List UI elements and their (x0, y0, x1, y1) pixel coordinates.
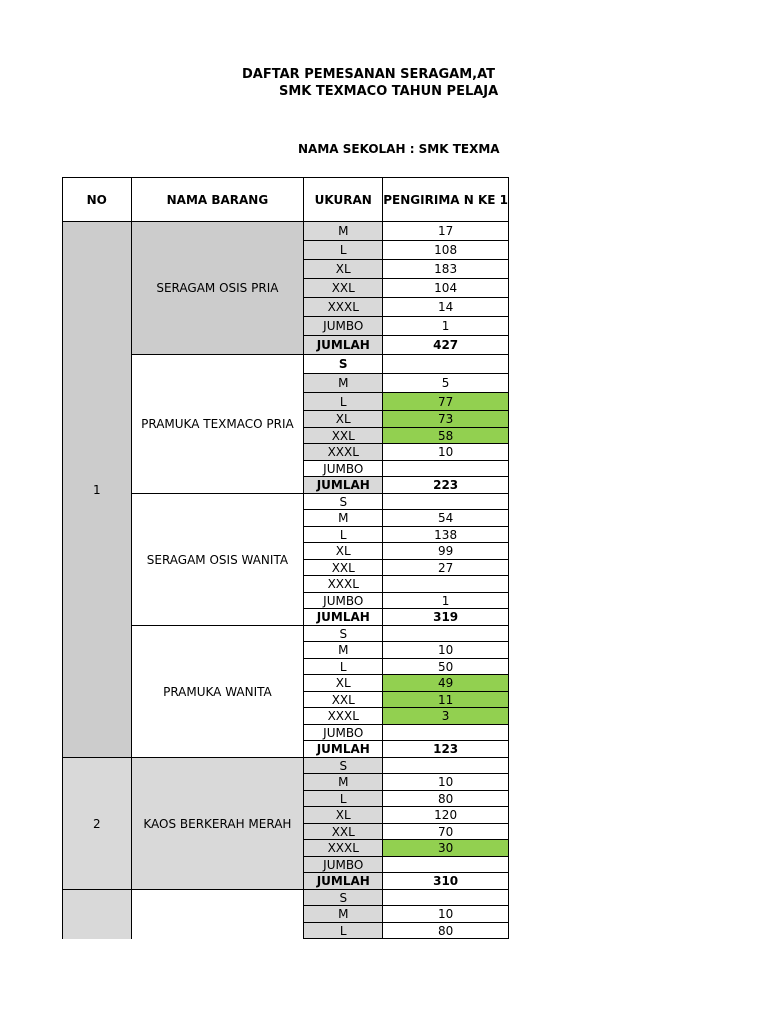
quantity-cell: 11 (383, 692, 509, 708)
size-cell: XXL (304, 692, 383, 708)
size-cell: XL (304, 675, 383, 692)
size-cell: L (304, 923, 383, 939)
item-name-cell (131, 890, 304, 939)
school-name-line: NAMA SEKOLAH : SMK TEXMA (298, 142, 500, 156)
size-cell: XXXL (304, 298, 383, 317)
total-value-cell: 427 (383, 336, 509, 355)
document-title: DAFTAR PEMESANAN SERAGAM,AT (242, 67, 496, 82)
group-number-cell: 2 (63, 758, 132, 890)
quantity-cell: 27 (383, 560, 509, 576)
quantity-cell: 1 (383, 593, 509, 609)
quantity-cell (383, 355, 509, 374)
size-cell: XXXL (304, 444, 383, 461)
size-cell: JUMBO (304, 317, 383, 336)
size-cell: JUMBO (304, 593, 383, 609)
group-number-cell (63, 890, 132, 939)
header-no: NO (63, 178, 132, 222)
size-cell: XXXL (304, 708, 383, 725)
size-cell: XL (304, 807, 383, 824)
size-cell: XXL (304, 560, 383, 576)
quantity-cell: 30 (383, 840, 509, 857)
quantity-cell: 70 (383, 824, 509, 840)
quantity-cell: 138 (383, 527, 509, 543)
header-ukuran: UKURAN (304, 178, 383, 222)
quantity-cell: 80 (383, 791, 509, 807)
size-cell: XL (304, 543, 383, 560)
size-cell: XL (304, 260, 383, 279)
size-cell: M (304, 906, 383, 923)
size-cell: L (304, 527, 383, 543)
total-value-cell: 123 (383, 741, 509, 758)
size-cell: S (304, 355, 383, 374)
size-cell: S (304, 626, 383, 642)
item-name-cell: SERAGAM OSIS PRIA (131, 222, 304, 355)
quantity-cell: 10 (383, 906, 509, 923)
size-cell: JUMBO (304, 857, 383, 873)
quantity-cell (383, 461, 509, 477)
size-cell: L (304, 659, 383, 675)
total-label-cell: JUMLAH (304, 609, 383, 626)
quantity-cell: 17 (383, 222, 509, 241)
size-cell: XXXL (304, 576, 383, 593)
size-cell: L (304, 393, 383, 411)
size-cell: XXL (304, 824, 383, 840)
quantity-cell: 99 (383, 543, 509, 560)
size-cell: M (304, 510, 383, 527)
quantity-cell (383, 725, 509, 741)
quantity-cell: 104 (383, 279, 509, 298)
quantity-cell: 120 (383, 807, 509, 824)
total-value-cell: 310 (383, 873, 509, 890)
size-cell: XXXL (304, 840, 383, 857)
size-cell: M (304, 774, 383, 791)
quantity-cell: 10 (383, 642, 509, 659)
total-label-cell: JUMLAH (304, 336, 383, 355)
quantity-cell: 3 (383, 708, 509, 725)
quantity-cell: 77 (383, 393, 509, 411)
quantity-cell: 10 (383, 774, 509, 791)
header-pengiriman: PENGIRIMA N KE 1 (383, 178, 509, 222)
quantity-cell: 73 (383, 411, 509, 428)
quantity-cell (383, 626, 509, 642)
size-cell: S (304, 890, 383, 906)
order-table (62, 177, 509, 939)
size-cell: JUMBO (304, 461, 383, 477)
document-subtitle: SMK TEXMACO TAHUN PELAJA (279, 84, 499, 99)
quantity-cell: 10 (383, 444, 509, 461)
size-cell: L (304, 791, 383, 807)
quantity-cell: 14 (383, 298, 509, 317)
size-cell: M (304, 222, 383, 241)
size-cell: JUMBO (304, 725, 383, 741)
total-label-cell: JUMLAH (304, 477, 383, 494)
quantity-cell: 80 (383, 923, 509, 939)
quantity-cell: 1 (383, 317, 509, 336)
quantity-cell: 54 (383, 510, 509, 527)
item-name-cell: PRAMUKA WANITA (131, 626, 304, 758)
item-name-cell: SERAGAM OSIS WANITA (131, 494, 304, 626)
size-cell: XXL (304, 428, 383, 444)
total-label-cell: JUMLAH (304, 741, 383, 758)
total-value-cell: 223 (383, 477, 509, 494)
quantity-cell: 58 (383, 428, 509, 444)
item-name-cell: KAOS BERKERAH MERAH (131, 758, 304, 890)
quantity-cell: 49 (383, 675, 509, 692)
quantity-cell: 50 (383, 659, 509, 675)
total-label-cell: JUMLAH (304, 873, 383, 890)
size-cell: M (304, 642, 383, 659)
quantity-cell (383, 494, 509, 510)
quantity-cell (383, 758, 509, 774)
size-cell: M (304, 374, 383, 393)
size-cell: S (304, 494, 383, 510)
quantity-cell (383, 857, 509, 873)
quantity-cell: 183 (383, 260, 509, 279)
quantity-cell (383, 890, 509, 906)
item-name-cell: PRAMUKA TEXMACO PRIA (131, 355, 304, 494)
total-value-cell: 319 (383, 609, 509, 626)
group-number-cell: 1 (63, 222, 132, 758)
quantity-cell (383, 576, 509, 593)
header-nama-barang: NAMA BARANG (131, 178, 304, 222)
quantity-cell: 5 (383, 374, 509, 393)
quantity-cell: 108 (383, 241, 509, 260)
size-cell: L (304, 241, 383, 260)
size-cell: XXL (304, 279, 383, 298)
size-cell: XL (304, 411, 383, 428)
size-cell: S (304, 758, 383, 774)
